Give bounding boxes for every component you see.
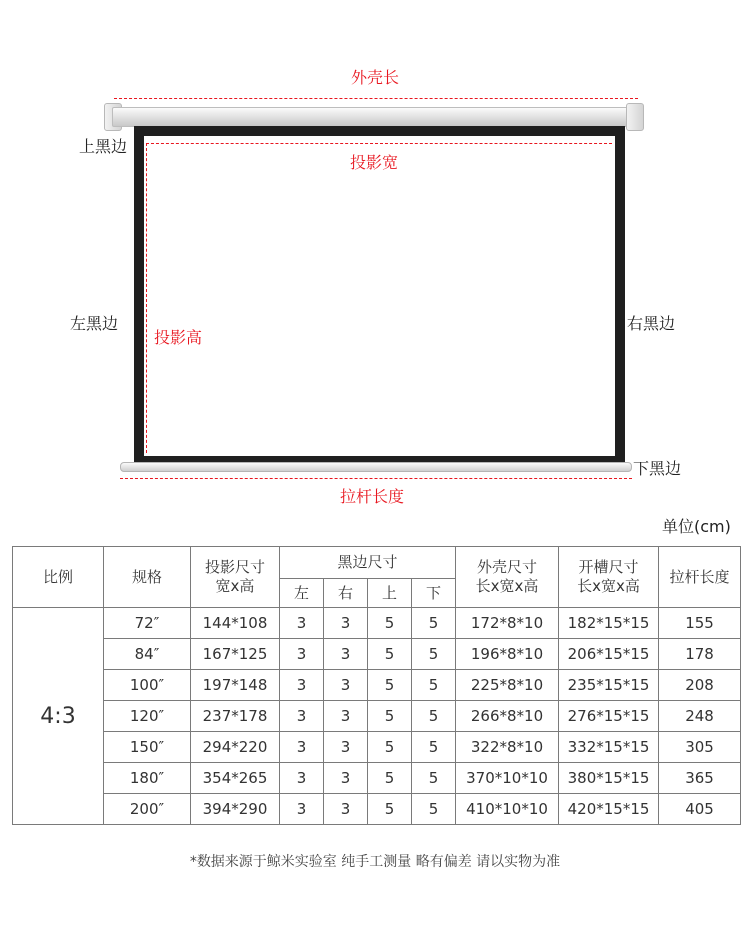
projection-cell: 144*108 bbox=[191, 608, 280, 639]
pull-rod-cell: 405 bbox=[659, 794, 741, 825]
border-top-cell: 5 bbox=[368, 670, 412, 701]
header-border-size: 黑边尺寸 bbox=[280, 547, 456, 579]
shell-cell: 172*8*10 bbox=[456, 608, 559, 639]
projection-screen bbox=[134, 126, 625, 466]
border-right-cell: 3 bbox=[324, 670, 368, 701]
spec-cell: 84″ bbox=[104, 639, 191, 670]
border-bottom-cell: 5 bbox=[412, 763, 456, 794]
table-row bbox=[13, 639, 741, 670]
slot-cell: 182*15*15 bbox=[559, 608, 659, 639]
table-row bbox=[13, 732, 741, 763]
slot-cell: 332*15*15 bbox=[559, 732, 659, 763]
slot-cell: 420*15*15 bbox=[559, 794, 659, 825]
pull-rod-bar bbox=[120, 462, 632, 472]
header-slot-size bbox=[559, 547, 659, 608]
slot-cell: 380*15*15 bbox=[559, 763, 659, 794]
header-shell-size-line2: 长x宽x高 bbox=[475, 577, 539, 595]
header-border-left: 左 bbox=[280, 579, 324, 608]
projection-cell: 294*220 bbox=[191, 732, 280, 763]
border-bottom-cell: 5 bbox=[412, 608, 456, 639]
ratio-cell: 4:3 bbox=[13, 608, 104, 825]
table-row bbox=[13, 608, 741, 639]
projection-cell: 167*125 bbox=[191, 639, 280, 670]
pull-rod-guide bbox=[120, 478, 632, 479]
spec-cell: 150″ bbox=[104, 732, 191, 763]
casing-right-cap bbox=[626, 103, 644, 131]
header-border-bottom: 下 bbox=[412, 579, 456, 608]
border-left-cell: 3 bbox=[280, 608, 324, 639]
header-ratio: 比例 bbox=[13, 547, 104, 608]
border-top-cell: 5 bbox=[368, 701, 412, 732]
border-bottom-cell: 5 bbox=[412, 639, 456, 670]
projection-width-label: 投影宽 bbox=[350, 153, 399, 172]
unit-label: 单位(cm) bbox=[662, 517, 731, 536]
shell-length-label: 外壳长 bbox=[351, 68, 400, 87]
screen-casing bbox=[112, 107, 640, 127]
header-pull-rod: 拉杆长度 bbox=[659, 547, 741, 608]
header-projection-size-line2: 宽x高 bbox=[215, 577, 255, 595]
border-right-cell: 3 bbox=[324, 639, 368, 670]
projection-height-guide bbox=[146, 143, 147, 453]
bottom-border-label: 下黑边 bbox=[633, 459, 682, 478]
shell-cell: 266*8*10 bbox=[456, 701, 559, 732]
border-bottom-cell: 5 bbox=[412, 732, 456, 763]
header-projection-size bbox=[191, 547, 280, 608]
shell-cell: 410*10*10 bbox=[456, 794, 559, 825]
pull-rod-cell: 248 bbox=[659, 701, 741, 732]
slot-cell: 206*15*15 bbox=[559, 639, 659, 670]
border-right-cell: 3 bbox=[324, 794, 368, 825]
pull-rod-cell: 305 bbox=[659, 732, 741, 763]
border-top-cell: 5 bbox=[368, 608, 412, 639]
border-bottom-cell: 5 bbox=[412, 701, 456, 732]
projection-cell: 197*148 bbox=[191, 670, 280, 701]
header-spec: 规格 bbox=[104, 547, 191, 608]
header-projection-size-line1: 投影尺寸 bbox=[204, 558, 265, 576]
spec-cell: 100″ bbox=[104, 670, 191, 701]
projection-width-guide bbox=[146, 143, 612, 144]
border-left-cell: 3 bbox=[280, 732, 324, 763]
border-left-cell: 3 bbox=[280, 701, 324, 732]
left-border-label: 左黑边 bbox=[70, 314, 119, 333]
header-slot-size-line1: 开槽尺寸 bbox=[578, 558, 639, 576]
shell-cell: 370*10*10 bbox=[456, 763, 559, 794]
pull-rod-cell: 155 bbox=[659, 608, 741, 639]
table-row bbox=[13, 701, 741, 732]
table-row bbox=[13, 794, 741, 825]
shell-cell: 322*8*10 bbox=[456, 732, 559, 763]
slot-cell: 235*15*15 bbox=[559, 670, 659, 701]
spec-table bbox=[12, 546, 741, 825]
shell-length-guide bbox=[114, 98, 638, 99]
spec-cell: 120″ bbox=[104, 701, 191, 732]
header-border-right: 右 bbox=[324, 579, 368, 608]
spec-cell: 72″ bbox=[104, 608, 191, 639]
table-row bbox=[13, 763, 741, 794]
border-top-cell: 5 bbox=[368, 732, 412, 763]
border-bottom-cell: 5 bbox=[412, 794, 456, 825]
shell-cell: 225*8*10 bbox=[456, 670, 559, 701]
border-left-cell: 3 bbox=[280, 794, 324, 825]
header-shell-size-line1: 外壳尺寸 bbox=[477, 558, 538, 576]
shell-cell: 196*8*10 bbox=[456, 639, 559, 670]
right-border-label: 右黑边 bbox=[627, 314, 676, 333]
header-border-top: 上 bbox=[368, 579, 412, 608]
border-right-cell: 3 bbox=[324, 701, 368, 732]
slot-cell: 276*15*15 bbox=[559, 701, 659, 732]
spec-cell: 200″ bbox=[104, 794, 191, 825]
border-top-cell: 5 bbox=[368, 763, 412, 794]
pull-rod-cell: 178 bbox=[659, 639, 741, 670]
border-left-cell: 3 bbox=[280, 670, 324, 701]
border-left-cell: 3 bbox=[280, 639, 324, 670]
projection-cell: 354*265 bbox=[191, 763, 280, 794]
table-row bbox=[13, 670, 741, 701]
top-border-label: 上黑边 bbox=[79, 137, 128, 156]
projection-cell: 394*290 bbox=[191, 794, 280, 825]
header-slot-size-line2: 长x宽x高 bbox=[577, 577, 640, 595]
border-right-cell: 3 bbox=[324, 732, 368, 763]
pull-rod-cell: 365 bbox=[659, 763, 741, 794]
border-left-cell: 3 bbox=[280, 763, 324, 794]
spec-cell: 180″ bbox=[104, 763, 191, 794]
border-top-cell: 5 bbox=[368, 639, 412, 670]
projection-cell: 237*178 bbox=[191, 701, 280, 732]
border-top-cell: 5 bbox=[368, 794, 412, 825]
border-right-cell: 3 bbox=[324, 608, 368, 639]
header-row bbox=[13, 547, 741, 579]
disclaimer-note: *数据来源于鲸米实验室 纯手工测量 略有偏差 请以实物为准 bbox=[189, 854, 561, 870]
pull-rod-cell: 208 bbox=[659, 670, 741, 701]
border-bottom-cell: 5 bbox=[412, 670, 456, 701]
border-right-cell: 3 bbox=[324, 763, 368, 794]
projection-height-label: 投影高 bbox=[154, 328, 203, 347]
header-shell-size bbox=[456, 547, 559, 608]
pull-rod-length-label: 拉杆长度 bbox=[340, 487, 405, 506]
